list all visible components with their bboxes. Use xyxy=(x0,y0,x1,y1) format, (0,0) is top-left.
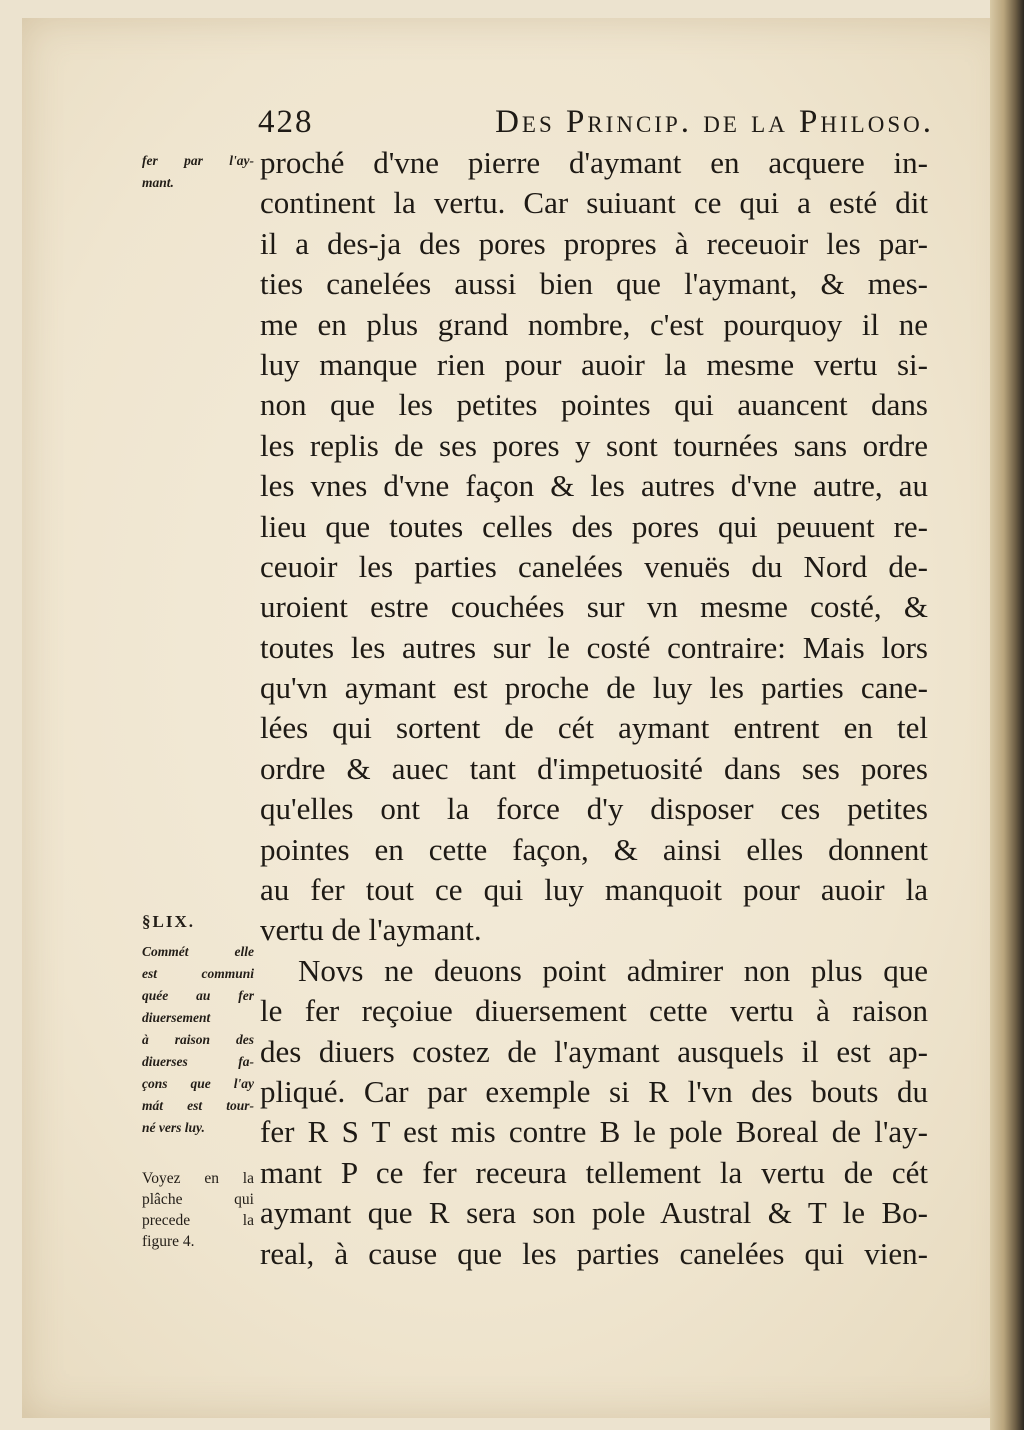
body-text xyxy=(260,143,928,1274)
page-number: 428 xyxy=(258,104,314,140)
margin-note-line: diuersement xyxy=(142,1010,211,1025)
text-line: real, à cause que les parties canelées qui vien- xyxy=(260,1235,928,1271)
text-line: des diuers costez de l'aymant ausquels il est ap- xyxy=(260,1033,928,1069)
text-line: toutes les autres sur le costé contraire: Mais lors xyxy=(260,629,928,665)
margin-note-line: diuerses fa- xyxy=(142,1054,254,1069)
margin-note-line: çons que l'ay xyxy=(142,1076,254,1091)
text-line: les vnes d'vne façon & les autres d'vne autre, au xyxy=(260,468,928,504)
margin-note-line: plâche qui xyxy=(142,1191,254,1208)
margin-note-figure xyxy=(142,1168,254,1252)
text-line: qu'vn aymant est proche de luy les parties cane- xyxy=(260,670,928,706)
text-line: qu'elles ont la force d'y disposer ces petites xyxy=(260,791,928,827)
text-line: ties canelées aussi bien que l'aymant, & mes- xyxy=(260,266,928,302)
margin-note-line: precede la xyxy=(142,1212,254,1229)
margin-note-line: figure 4. xyxy=(142,1233,195,1250)
text-line: vertu de l'aymant. xyxy=(260,912,482,948)
text-line: pointes en cette façon, & ainsi elles donnent xyxy=(260,831,928,867)
text-line: ceuoir les parties canelées venuës du Nord de- xyxy=(260,548,928,584)
text-line: ordre & auec tant d'impetuosité dans ses pores xyxy=(260,750,928,786)
margin-note-line: à raison des xyxy=(142,1032,254,1047)
text-line: fer R S T est mis contre B le pole Boreal de l'ay- xyxy=(260,1114,928,1150)
margin-note-top xyxy=(142,150,254,194)
margin-note-line: Voyez en la xyxy=(142,1170,254,1187)
text-line: lées qui sortent de cét aymant entrent en tel xyxy=(260,710,928,746)
margin-note-line: est communi xyxy=(142,966,254,981)
text-line: continent la vertu. Car suiuant ce qui a esté dit xyxy=(260,185,928,221)
margin-note-line: Commét elle xyxy=(142,944,254,959)
margin-note-line: né vers luy. xyxy=(142,1120,205,1135)
text-line: les replis de ses pores y sont tournées sans ordre xyxy=(260,427,928,463)
text-line: il a des-ja des pores propres à receuoir les par- xyxy=(260,225,928,261)
text-line: proché d'vne pierre d'aymant en acquere in- xyxy=(260,145,928,180)
text-line: au fer tout ce qui luy manquoit pour auoir la xyxy=(260,872,928,908)
section-number: §LIX. xyxy=(142,912,195,931)
margin-note-section xyxy=(142,941,254,1139)
text-line: non que les petites pointes qui auancent dans xyxy=(260,387,928,423)
text-line: mant P ce fer receura tellement la vertu de cét xyxy=(260,1154,928,1190)
text-line: le fer reçoiue diuersement cette vertu à raison xyxy=(260,993,928,1029)
running-head xyxy=(258,104,934,141)
text-line: lieu que toutes celles des pores qui peuuent re- xyxy=(260,508,928,544)
text-line: me en plus grand nombre, c'est pourquoy il ne xyxy=(260,306,928,342)
margin-note-line: mant. xyxy=(142,175,174,190)
text-line: uroient estre couchées sur vn mesme costé, & xyxy=(260,589,928,625)
text-line: pliqué. Car par exemple si R l'vn des bouts du xyxy=(260,1073,928,1109)
margin-note-line: fer par l'ay- xyxy=(142,153,254,168)
text-line: aymant que R sera son pole Austral & T le Bo- xyxy=(260,1195,928,1231)
paragraph-start-line: Novs ne deuons point admirer non plus que xyxy=(298,952,928,988)
margin-note-line: quée au fer xyxy=(142,988,254,1003)
margin-note-line: mát est tour- xyxy=(142,1098,254,1113)
text-line: luy manque rien pour auoir la mesme vertu si- xyxy=(260,346,928,382)
book-gutter xyxy=(990,0,1024,1430)
running-title: Des Princip. de la Philoso. xyxy=(495,104,934,140)
